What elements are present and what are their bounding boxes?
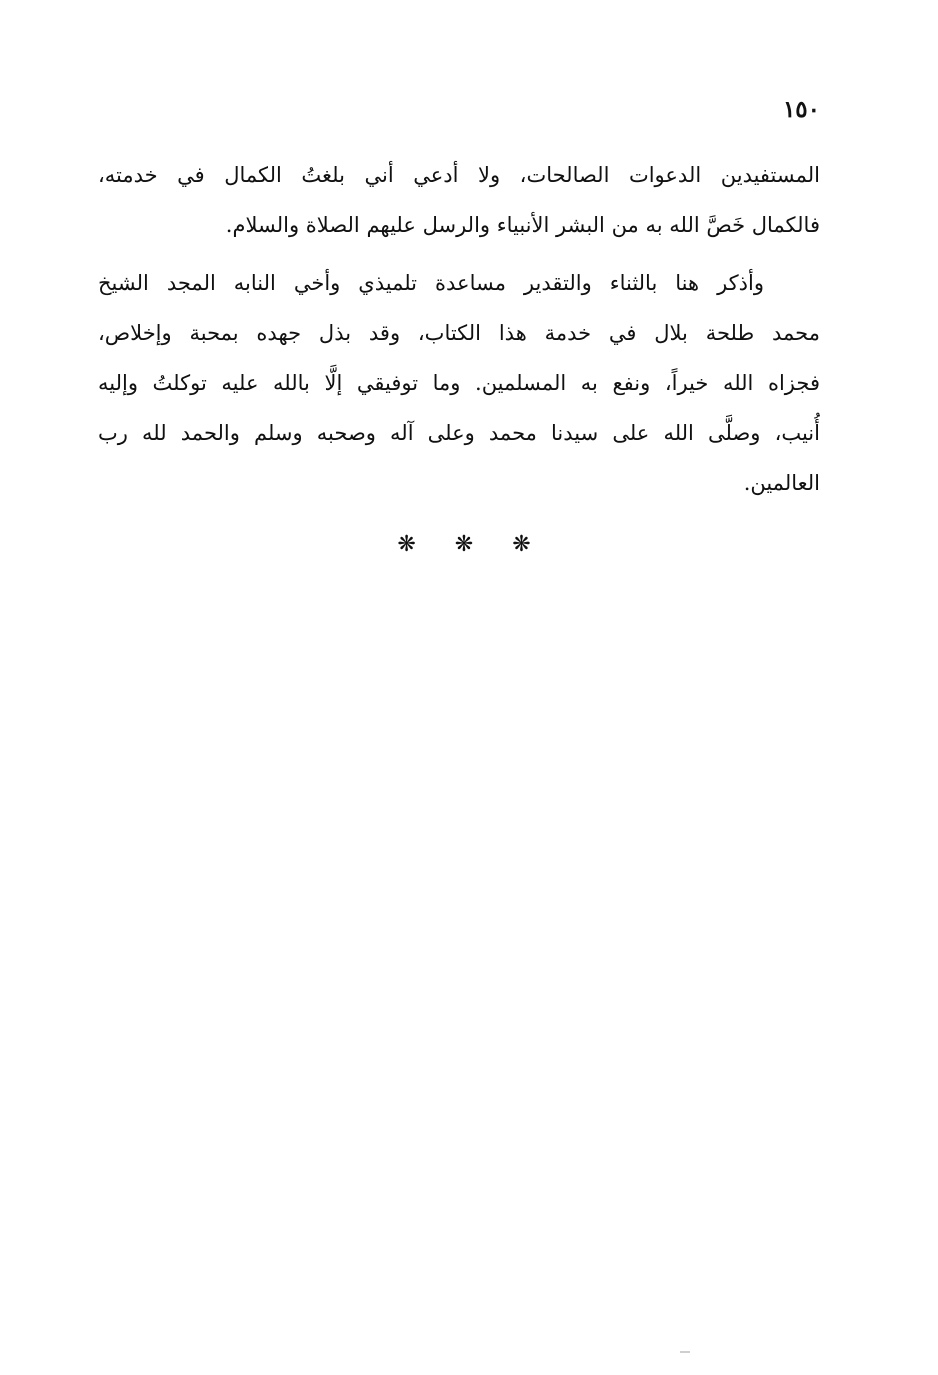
scan-speck (680, 1351, 690, 1353)
text-line: المستفيدين الدعوات الصالحات، ولا أدعي أني بلغتُ الكمال في خدمته، (98, 163, 820, 187)
asterism-ornament-icon: ❋ (512, 532, 541, 557)
text-line: أُنيب، وصلَّى الله على سيدنا محمد وعلى آله وصحبه وسلم والحمد لله رب (98, 421, 820, 445)
section-divider (0, 532, 938, 557)
paragraph-gap (98, 250, 820, 258)
text-line: محمد طلحة بلال في خدمة هذا الكتاب، وقد بذل جهده بمحبة وإخلاص، (98, 321, 820, 345)
text-line: العالمين. (743, 471, 820, 495)
page-number: ١٥٠ (782, 96, 820, 123)
body-text (98, 150, 820, 508)
paragraph (98, 258, 820, 508)
asterism-ornament-icon: ❋ (454, 532, 484, 557)
text-line: وأذكر هنا بالثناء والتقدير مساعدة تلميذي وأخي النابه المجد الشيخ (98, 271, 764, 295)
text-line: فالكمال خَصَّ الله به من البشر الأنبياء والرسل عليهم الصلاة والسلام. (225, 213, 820, 237)
text-line: فجزاه الله خيراً، ونفع به المسلمين. وما توفيقي إلَّا بالله عليه توكلتُ وإليه (98, 371, 820, 395)
asterism-ornament-icon: ❋ (397, 532, 426, 557)
paragraph (98, 150, 820, 250)
